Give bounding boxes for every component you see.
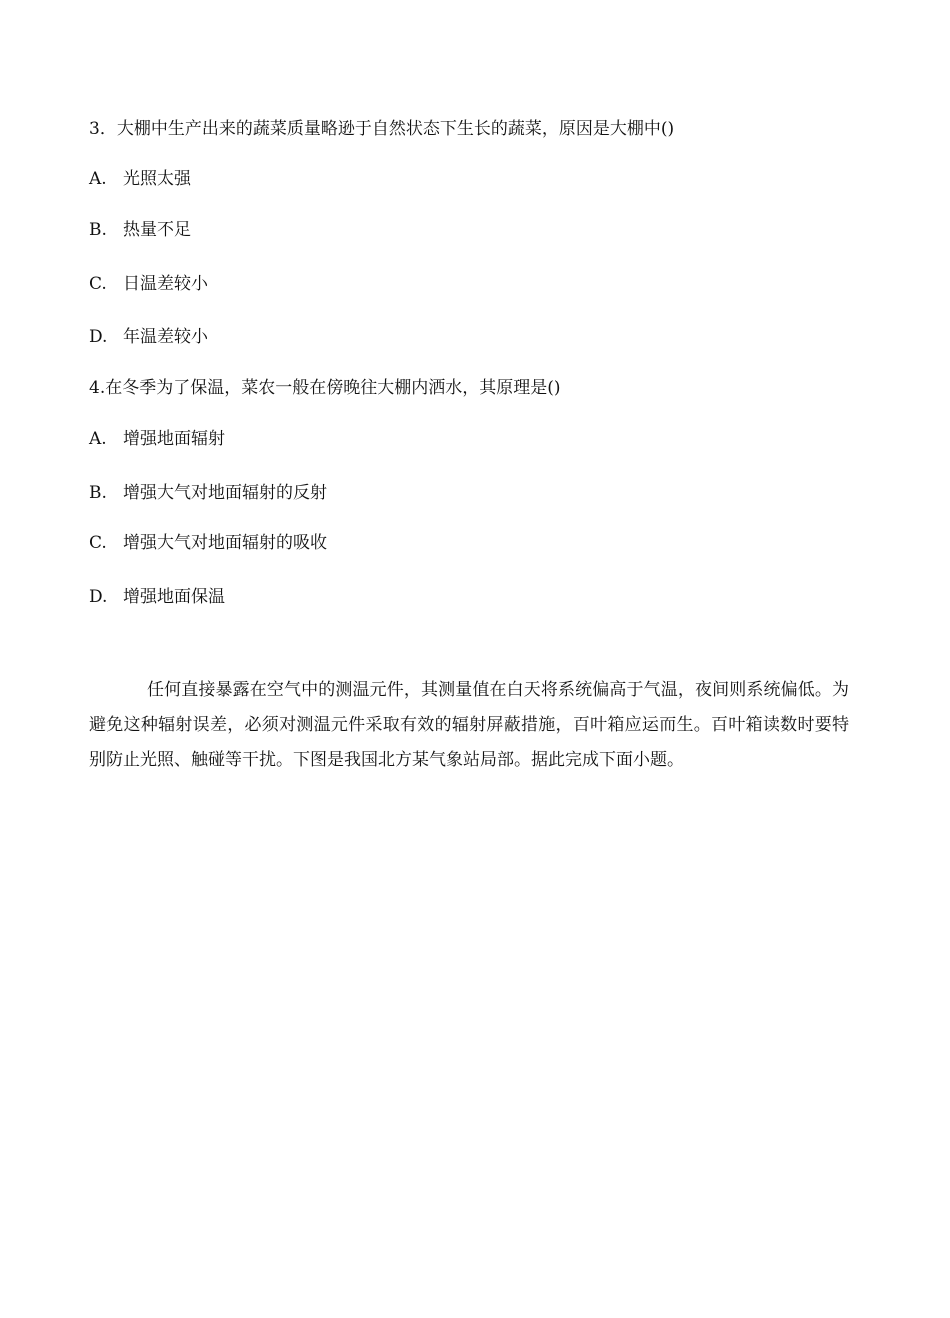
option-text: 增强大气对地面辐射的吸收 [123,533,327,553]
option-text: 年温差较小 [123,327,208,347]
question-4-stem: 4.在冬季为了保温，菜农一般在傍晚往大棚内洒水，其原理是() [89,378,561,398]
option-text: 增强地面保温 [123,587,225,607]
option-text: 增强大气对地面辐射的反射 [123,483,327,503]
question-3-option-c [89,273,208,295]
question-4-option-a [89,428,225,450]
question-4-option-c [89,532,327,554]
option-letter: C. [89,533,107,553]
option-text: 光照太强 [123,169,191,189]
question-3-option-a [89,168,191,190]
option-letter: A. [89,429,107,449]
question-3-option-d [89,326,208,348]
option-letter: D. [89,327,108,347]
option-letter: A. [89,169,107,189]
option-letter: C. [89,274,107,294]
question-3-option-b [89,219,191,241]
question-4-option-b [89,482,327,504]
option-text: 热量不足 [123,220,191,240]
option-text: 日温差较小 [123,274,208,294]
question-4-option-d [89,586,225,608]
reading-passage: 任何直接暴露在空气中的测温元件，其测量值在白天将系统偏高于气温，夜间则系统偏低。为避免这种辐射误差，必须对测温元件采取有效的辐射屏蔽措施，百叶箱应运而生。百叶箱读数时要特别防止光照、触碰等干扰。下图是我国北方某气象站局部。据此完成下面小题。 [89,680,849,770]
option-letter: B. [89,483,107,503]
option-text: 增强地面辐射 [123,429,225,449]
question-3-stem: 3．大棚中生产出来的蔬菜质量略逊于自然状态下生长的蔬菜，原因是大棚中() [89,119,675,139]
option-letter: D. [89,587,108,607]
option-letter: B. [89,220,107,240]
